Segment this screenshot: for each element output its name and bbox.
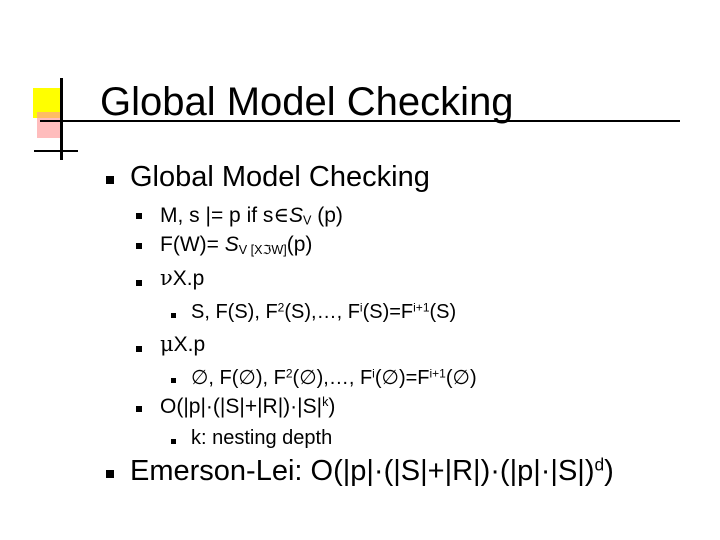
- text: Emerson-Lei: O(|p|·(|S|+|R|)·(|p|·|S|): [130, 455, 595, 487]
- superscript: i+1: [429, 366, 446, 381]
- bullet-marker: [106, 470, 114, 478]
- bullet-marker: [171, 378, 176, 383]
- text: (S)=F: [362, 301, 414, 323]
- bullet-mu: [160, 332, 205, 357]
- superscript: i+1: [413, 300, 430, 315]
- bullet-mu-iteration: [191, 365, 477, 390]
- bullet-marker: [136, 346, 142, 352]
- bullet-satisfies: [160, 203, 343, 228]
- superscript: i: [372, 366, 375, 381]
- empty-set-symbol: ∅: [299, 365, 317, 389]
- text: ): [469, 367, 477, 389]
- vertical-decor-line: [60, 78, 63, 160]
- assign-symbol: ℑ: [262, 241, 272, 257]
- subscript: V: [302, 213, 312, 228]
- empty-set-symbol: ∅: [191, 365, 209, 389]
- bullet-marker: [136, 406, 142, 412]
- subscript: W]: [271, 242, 287, 257]
- bullet-f-of-w: [160, 233, 312, 257]
- text: (: [445, 367, 453, 389]
- bullet-text: X.p: [173, 333, 206, 356]
- bullet-text: F(W)=: [160, 233, 225, 256]
- element-of-symbol: ∈: [273, 203, 289, 227]
- text: (S),…, F: [284, 301, 360, 323]
- bullet-emerson-lei: [130, 455, 614, 488]
- slide-title: Global Model Checking: [100, 80, 514, 124]
- bullet-complexity: [160, 395, 335, 419]
- text: ): [604, 455, 614, 487]
- nu-symbol: ν: [160, 266, 173, 290]
- bullet-marker: [136, 213, 142, 219]
- bullet-text: (p): [311, 204, 343, 227]
- pink-decor-square: [37, 112, 61, 138]
- text: ): [328, 395, 336, 418]
- bullet-nu: [160, 266, 204, 291]
- empty-set-symbol: ∅: [452, 365, 470, 389]
- bullet-text: Model Checking: [213, 161, 430, 193]
- text: (S): [429, 301, 457, 323]
- bullet-text: (p): [286, 233, 313, 256]
- empty-set-symbol: ∅: [238, 365, 256, 389]
- bullet-nesting-depth: k: nesting depth: [191, 427, 333, 449]
- superscript: i: [359, 300, 363, 315]
- text: , F(: [208, 367, 239, 389]
- text: O(|p|·(|S|+|R|)·|S|: [160, 395, 323, 418]
- bullet-marker: [136, 280, 142, 286]
- subscript: V [X: [238, 242, 263, 257]
- superscript: d: [594, 454, 605, 475]
- bullet-text-bold: Global: [130, 161, 214, 193]
- text: )=F: [398, 367, 430, 389]
- bullet-text: X.p: [172, 267, 205, 290]
- bullet-global-model-checking: [130, 161, 430, 194]
- mu-symbol: μ: [160, 332, 174, 356]
- text: S, F(S), F: [191, 301, 278, 323]
- bullet-marker: [171, 439, 176, 444]
- text: ),…, F: [316, 367, 373, 389]
- superscript: 2: [277, 300, 285, 315]
- set-symbol: S: [288, 204, 303, 227]
- short-decor-line: [34, 150, 78, 152]
- text: (: [374, 367, 382, 389]
- bullet-marker: [106, 176, 114, 184]
- superscript: 2: [285, 366, 293, 381]
- text: ), F: [255, 367, 286, 389]
- bullet-marker: [136, 243, 142, 249]
- bullet-text: M, s |= p if s: [160, 204, 274, 227]
- text: (: [292, 367, 300, 389]
- bullet-nu-iteration: [191, 301, 456, 324]
- set-symbol: S: [224, 233, 239, 256]
- superscript: k: [322, 395, 329, 410]
- bullet-marker: [171, 313, 176, 318]
- empty-set-symbol: ∅: [381, 365, 399, 389]
